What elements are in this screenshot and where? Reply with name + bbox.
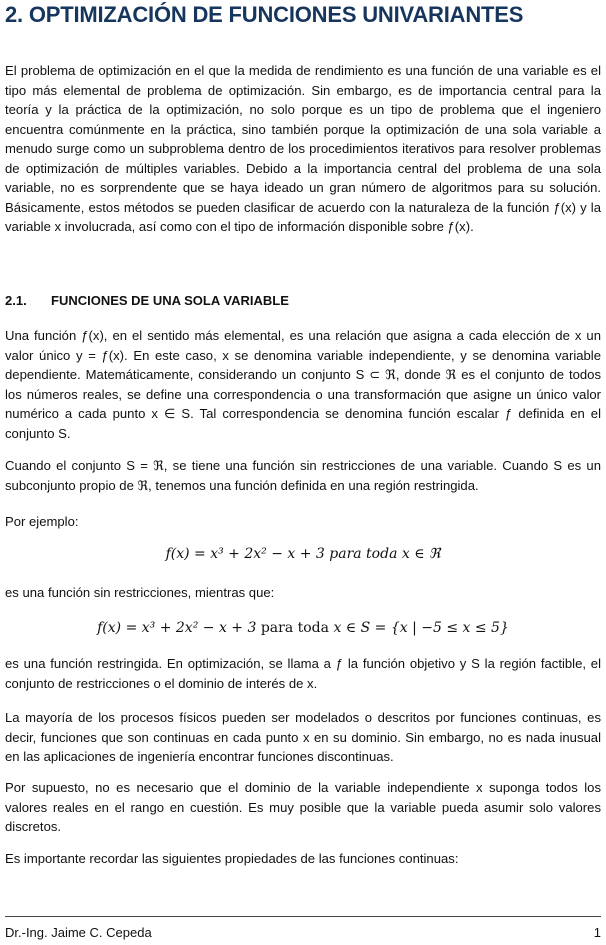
equation-constrained-domain: x ∈ S = {x | −5 ≤ x ≤ 5} [333, 620, 509, 636]
unconstrained-note: es una función sin restricciones, mientras que: [5, 585, 275, 600]
constrained-paragraph: es una función restringida. En optimización, se llama a ƒ la función objetivo y S la región factible, el conjunto de restricciones o el dominio de interés de x. [5, 656, 601, 691]
equation-constrained-text: para toda [256, 620, 334, 636]
section-heading [5, 293, 601, 308]
page-number: 1 [593, 925, 601, 940]
equation-unconstrained: f(x) = x³ + 2x² − x + 3 para toda x ∈ ℜ [165, 546, 441, 562]
definition-paragraph: Una función ƒ(x), en el sentido más elemental, es una relación que asigna a cada elección de x un valor único y = ƒ(x). En este caso, x se denomina variable independiente, y se denomina variable dependiente. Matemáticamente, considerando un conjunto S ⊂ ℜ, donde ℜ es el conjunto de todos los números reales, se define una correspondencia o una transformación que asigne un único valor numérico a cada punto x ∈ S. Tal correspondencia se denomina función escalar ƒ definida en el conjunto S. [5, 328, 601, 441]
section-number: 2.1. [5, 293, 27, 308]
equation-constrained-function: f(x) = x³ + 2x² − x + 3 [97, 620, 257, 636]
page-heading: 2. OPTIMIZACIÓN DE FUNCIONES UNIVARIANTES [5, 2, 524, 27]
example-intro: Por ejemplo: [5, 514, 79, 529]
properties-intro: Es importante recordar las siguientes propiedades de las funciones continuas: [5, 851, 459, 866]
discrete-paragraph: Por supuesto, no es necesario que el dominio de la variable independiente x suponga todos los valores reales en el rango en cuestión. Es muy posible que la variable pueda asumir solo valores discretos. [5, 780, 601, 834]
footer-divider [5, 916, 601, 917]
section-title: FUNCIONES DE UNA SOLA VARIABLE [51, 293, 289, 308]
footer-author: Dr.-Ing. Jaime C. Cepeda [5, 925, 152, 940]
unconstrained-paragraph: Cuando el conjunto S = ℜ, se tiene una función sin restricciones de una variable. Cuando S es un subconjunto propio de ℜ, tenemos una función definida en una región restringida. [5, 458, 601, 493]
equation-constrained [5, 620, 601, 636]
intro-paragraph: El problema de optimización en el que la medida de rendimiento es una función de una variable es el tipo más elemental de problema de optimización. Sin embargo, es de importancia central para la teoría y la práctica de la optimización, no solo porque es un tipo de problema que el ingeniero encuentra comúnmente en la práctica, sino también porque la optimización de una sola variable a menudo surge como un subproblema dentro de los procedimientos iterativos para resolver problemas de optimización de múltiples variables. Debido a la importancia central del problema de una sola variable, no es sorprendente que se haya ideado un gran número de algoritmos para su solución. Básicamente, estos métodos se pueden clasificar de acuerdo con la naturaleza de la función ƒ(x) y la variable x involucrada, así como con el tipo de información disponible sobre ƒ(x). [5, 63, 601, 234]
continuity-paragraph: La mayoría de los procesos físicos pueden ser modelados o descritos por funciones continuas, es decir, funciones que son continuas en cada punto x en su dominio. Sin embargo, no es nada inusual en las aplicaciones de ingeniería encontrar funciones discontinuas. [5, 710, 601, 764]
